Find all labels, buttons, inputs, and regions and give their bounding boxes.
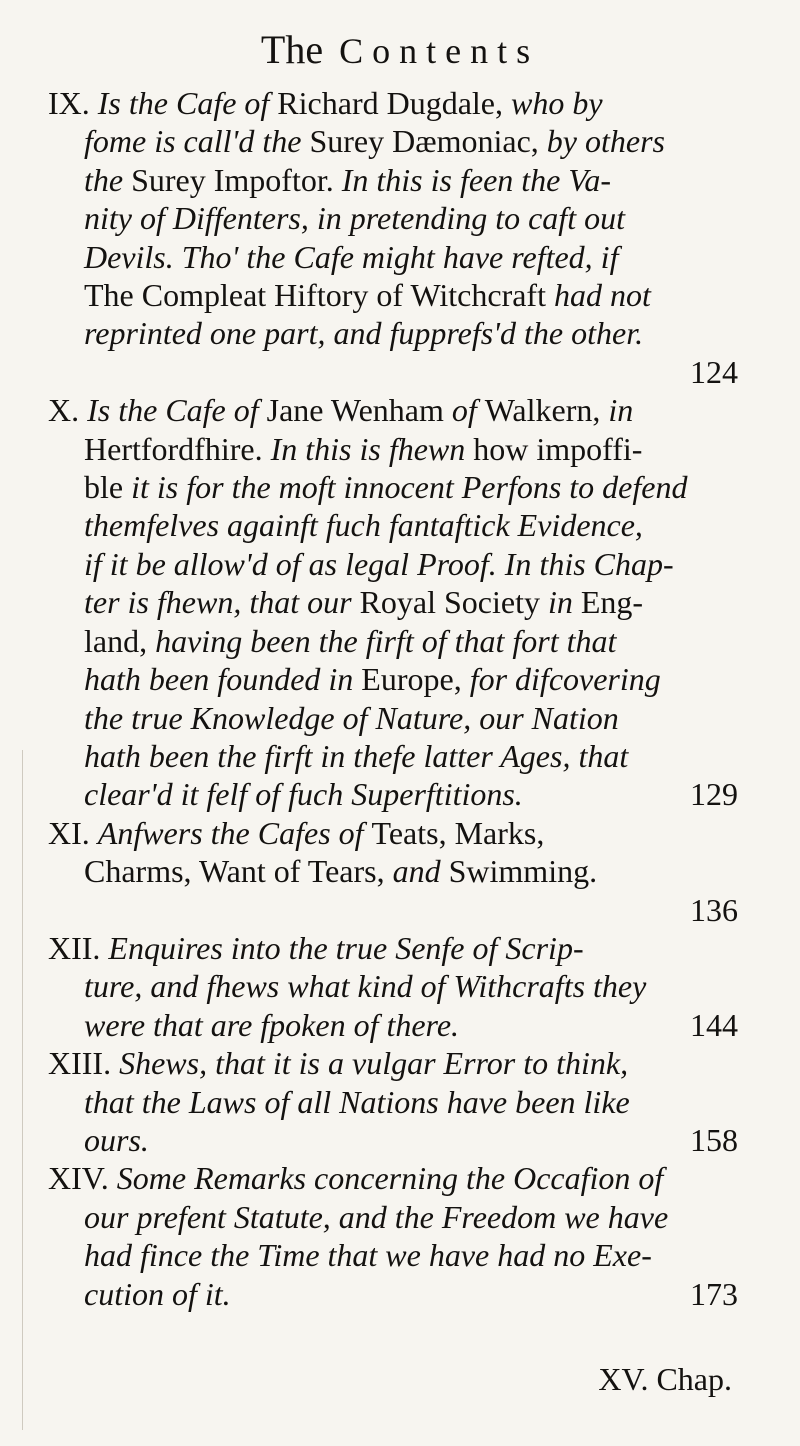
entry-line [48,1159,760,1197]
entry-text-segment: in [547,584,581,621]
entry-text-segment: how impoffi- [473,430,643,467]
entry-text-segment: the [84,161,132,198]
entry-text-segment: hath been founded in [84,661,362,698]
entry-text-segment: Royal Society [359,584,548,621]
entry-text-segment: our prefent Statute, and the Freedom we have [84,1198,669,1235]
entry-text-segment: cution of it. [84,1275,231,1312]
entry-text-segment: Eng- [580,584,644,621]
entry-text-segment: XI. [48,814,98,851]
entry-line [48,660,760,698]
entry-text-segment: In this is fhewn [270,430,474,467]
contents-entry [48,929,760,1044]
entry-line [48,583,760,621]
margin-shadow-line [22,750,23,1430]
contents-entry [48,1044,760,1159]
entry-line [48,430,760,468]
catchword: XV. Chap. [598,1361,732,1397]
entry-text-segment: Jane Wenham [266,392,452,429]
header-word-the: The [260,27,324,72]
entry-line [48,622,760,660]
entry-text-segment: and [392,853,449,890]
contents-entry [48,84,760,391]
entry-text-segment: X. [48,392,88,429]
entry-text-segment: themfelves againft fuch fantaftick Evidence, [84,507,643,544]
entry-line [48,314,760,352]
entry-text-segment: had not [553,277,651,314]
entry-text-segment: Is the Cafe of [87,392,267,429]
entry-text-segment: reprinted one part, and fupprefs'd the other. [84,315,644,352]
entry-line [48,1275,760,1313]
entry-text-segment: Some Remarks concerning the Occafion of [116,1160,664,1197]
entry-text-segment: IX. [48,85,98,121]
entry-line [48,391,760,429]
entry-text-segment: Anfwers the Cafes of [97,814,372,851]
entry-line [48,545,760,583]
contents-entry [48,814,760,929]
entry-text-segment: XIII. [48,1045,120,1082]
entry-line [48,1236,760,1274]
entry-text-segment: XIV. [48,1160,117,1197]
entry-text-segment: XII. [48,929,109,966]
entry-line [48,929,760,967]
entry-text-segment: for difcovering [469,661,661,698]
entry-text-segment: Richard Dugdale, [277,85,511,121]
entry-page-number: 158 [690,1121,738,1158]
contents-entry [48,1159,760,1313]
entry-text-segment: ture, and fhews what kind of Withcrafts they [84,968,647,1005]
entry-line [48,967,760,1005]
entry-text-segment: Surey Impoftor. [131,161,342,198]
entry-page-number: 144 [690,1006,738,1043]
entry-line [48,775,760,813]
entry-line [48,814,760,852]
entry-text-segment: that the Laws of all Nations have been like [84,1083,630,1120]
entry-line [48,506,760,544]
contents-entry [48,391,760,813]
entry-line [48,161,760,199]
entry-line [48,468,760,506]
entry-line [48,1198,760,1236]
entry-text-segment: land, [84,622,156,659]
entry-page-number: 136 [690,891,738,928]
entry-text-segment: ours. [84,1121,149,1158]
entry-line [48,1083,760,1121]
entry-line [48,238,760,276]
entry-line [48,84,760,122]
running-header [0,26,800,75]
entry-text-segment: it is for the moft innocent Perfons to defend [131,469,688,506]
entry-text-segment: Devils. Tho' the Cafe might have refted, if [84,238,619,275]
entry-text-segment: Enquires into the true Senfe of Scrip- [108,929,584,966]
entry-page-number: 124 [690,353,738,390]
entry-text-segment: if it be allow'd of as legal Proof. In this Chap- [84,545,674,582]
entry-text-segment: having been the firft of that fort that [155,622,617,659]
entry-page-number: 129 [690,776,738,813]
entry-text-segment: In this is feen the Va- [341,161,612,198]
header-word-contents: Contents [339,31,540,71]
entry-text-segment: nity of Diffenters, in pretending to caft out [84,200,625,237]
entry-text-segment: Shews, that it is a vulgar Error to think, [119,1045,629,1082]
entry-text-segment: ter is fhewn, that our [84,584,360,621]
entry-text-segment: of [451,392,485,429]
entry-text-segment: Teats, Marks, [371,814,545,851]
entry-text-segment: who by [511,85,603,121]
entry-line [48,276,760,314]
entry-text-segment: Swimming. [448,853,598,890]
entry-text-segment: Charms, Want of Tears, [84,853,393,890]
entry-text-segment: had fince the Time that we have had no Exe- [84,1237,652,1274]
entry-line [48,1044,760,1082]
entry-text-segment: ble [84,469,132,506]
contents-list [48,84,760,1313]
entry-line [48,737,760,775]
entry-line [48,199,760,237]
entry-line [48,699,760,737]
entry-text-segment: Surey Dæmoniac, [309,123,547,160]
entry-text-segment: Hertfordfhire. [84,430,271,467]
entry-line [48,1006,760,1044]
entry-line [48,1121,760,1159]
entry-text-segment: fome is call'd the [84,123,310,160]
entry-page-number: 173 [690,1275,738,1312]
entry-text-segment: hath been the firft in thefe latter Ages, that [84,737,629,774]
entry-text-segment: in [608,392,634,429]
entry-text-segment: Walkern, [484,392,609,429]
entry-text-segment: the true Knowledge of Nature, our Nation [84,699,619,736]
entry-text-segment: were that are fpoken of there. [84,1006,460,1043]
entry-text-segment: by others [546,123,665,160]
entry-text-segment: Europe, [361,661,470,698]
entry-line [48,852,760,890]
entry-text-segment: Is the Cafe of [97,85,278,121]
entry-text-segment: clear'd it felf of fuch Superftitions. [84,776,523,813]
entry-text-segment: The Compleat Hiftory of Witchcraft [84,277,554,314]
entry-line [48,122,760,160]
